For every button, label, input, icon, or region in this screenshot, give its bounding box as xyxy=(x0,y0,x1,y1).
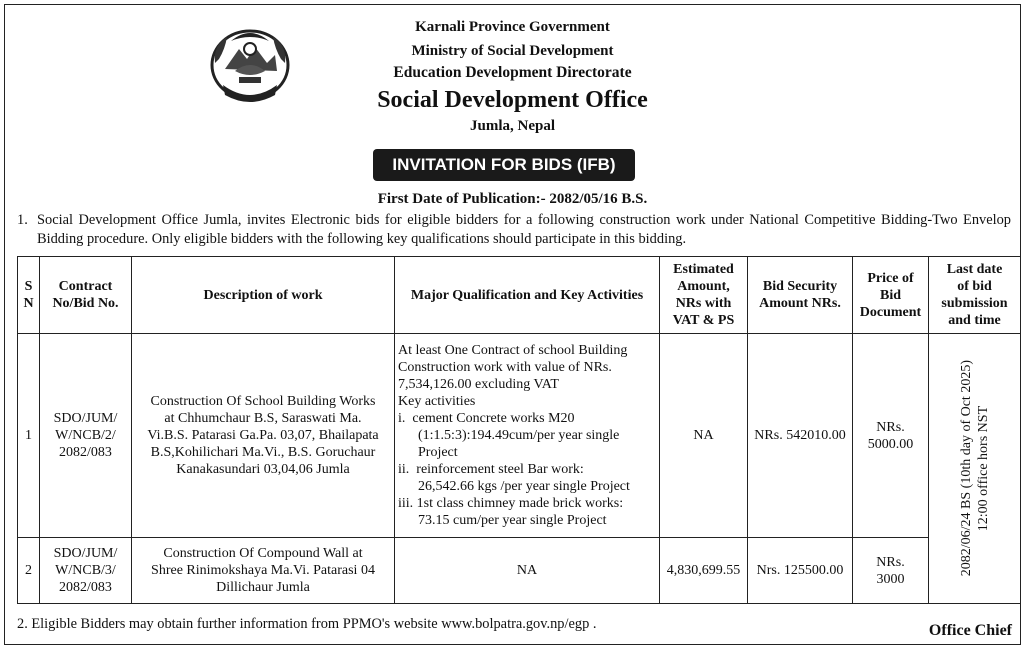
row1-sn: 1 xyxy=(18,334,40,538)
header-description: Description of work xyxy=(132,257,395,334)
signature-office-chief: Office Chief xyxy=(928,622,1012,639)
qualification-item: ii. reinforcement steel Bar work: 26,542.66 kgs /per year single Project xyxy=(398,462,630,494)
header-security: Bid Security Amount NRs. xyxy=(748,257,853,334)
row1-description: Construction Of School Building Works at Chhumchaur B.S, Saraswati Ma. Vi.B.S. Patarasi Ga.Pa. 03,07, Bhailapata B.S,Kohilichari Ma.Vi., B.S. Goruchaur Kanakasundari 03,04,06 Jumla xyxy=(132,334,395,538)
header-qualification: Major Qualification and Key Activities xyxy=(395,257,660,334)
qualification-item: i. cement Concrete works M20 (1:1.5:3):194.49cum/per year single Project xyxy=(398,411,620,460)
bid-table xyxy=(17,256,1021,604)
row2-estimate: 4,830,699.55 xyxy=(660,538,748,604)
invitation-paragraph xyxy=(17,211,1011,249)
row2-description: Construction Of Compound Wall at Shree Rinimokshaya Ma.Vi. Patarasi 04 Dillichaur Jumla xyxy=(132,538,395,604)
further-info-paragraph: 2. Eligible Bidders may obtain further information from PPMO's website www.bolpatra.gov.np/egp . xyxy=(17,616,597,632)
row2-qualification: NA xyxy=(395,538,660,604)
table-row xyxy=(18,538,1021,604)
directorate-name: Education Development Directorate xyxy=(393,64,632,81)
row2-security: Nrs. 125500.00 xyxy=(748,538,853,604)
table-header-row xyxy=(18,257,1021,334)
row1-price: NRs. 5000.00 xyxy=(853,334,929,538)
office-title: Social Development Office xyxy=(377,87,648,113)
header-estimate: Estimated Amount, NRs with VAT & PS xyxy=(660,257,748,334)
paragraph-number: 1. xyxy=(17,212,28,228)
deadline-cell xyxy=(929,334,1021,604)
row2-contract: SDO/JUM/ W/NCB/3/ 2082/083 xyxy=(40,538,132,604)
row1-qualification: At least One Contract of school Building Construction work with value of NRs. 7,534,126.00 excluding VAT Key activities i. cement Concrete works M20 (1:1.5:3):194.49cum/per year single Project ii. reinforcement steel Bar work: 26,542.66 kgs /per year single Project iii. 1st class chimney made brick works: 73.15 cum/per year single Project xyxy=(395,334,660,538)
publication-date: First Date of Publication:- 2082/05/16 B.S. xyxy=(377,191,648,207)
table-row xyxy=(18,334,1021,538)
header-contract: Contract No/Bid No. xyxy=(40,257,132,334)
row1-estimate: NA xyxy=(660,334,748,538)
paragraph-text: Social Development Office Jumla, invites Electronic bids for eligible bidders for a following construction work under National Competitive Bidding-Two Envelop Bidding procedure. Only eligible bidders with the following key qualifications should participate in this bidding. xyxy=(37,212,1011,247)
qualification-item: iii. 1st class chimney made brick works: 73.15 cum/per year single Project xyxy=(398,496,624,528)
notice-page xyxy=(4,4,1021,645)
deadline-text: 2082/06/24 BS (10th day of Oct 2025) 12:00 office hors NST xyxy=(958,360,991,577)
header-price: Price of Bid Document xyxy=(853,257,929,334)
row1-security: NRs. 542010.00 xyxy=(748,334,853,538)
header-deadline: Last date of bid submission and time xyxy=(929,257,1021,334)
office-location: Jumla, Nepal xyxy=(469,118,555,134)
row2-sn: 2 xyxy=(18,538,40,604)
header-sn: S N xyxy=(18,257,40,334)
ministry-name: Ministry of Social Development xyxy=(411,43,614,59)
ifb-banner: INVITATION FOR BIDS (IFB) xyxy=(373,149,635,181)
row2-price: NRs. 3000 xyxy=(853,538,929,604)
province-name: Karnali Province Government xyxy=(415,19,610,35)
row1-contract: SDO/JUM/ W/NCB/2/ 2082/083 xyxy=(40,334,132,538)
